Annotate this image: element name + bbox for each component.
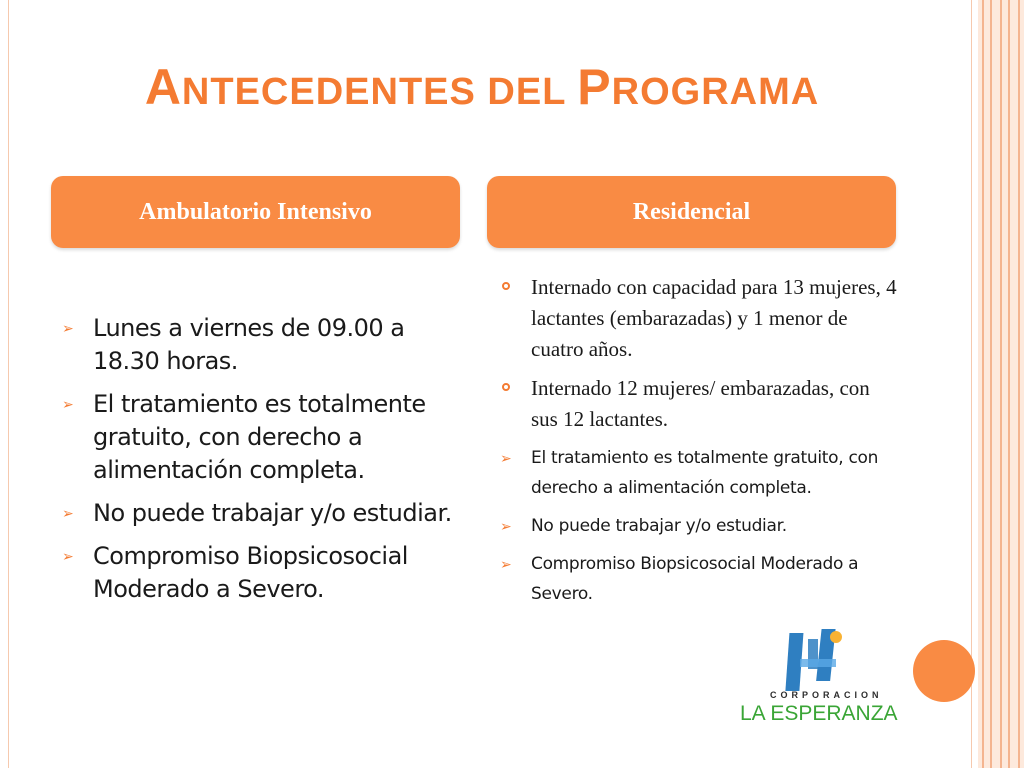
logo-name: LA ESPERANZA (740, 702, 898, 725)
list-item-text: El tratamiento es totalmente gratuito, con derecho a alimentación completa. (531, 448, 879, 498)
list-item-text: Lunes a viernes de 09.00 a 18.30 horas. (93, 314, 405, 375)
arrow-bullet-icon: ➢ (500, 557, 512, 573)
stripe-line (982, 0, 984, 768)
ring-bullet-icon (502, 383, 510, 391)
decorative-circle (913, 640, 975, 702)
ambulatorio-header-label: Ambulatorio Intensivo (139, 198, 372, 225)
arrow-bullet-icon: ➢ (62, 321, 74, 337)
list-item (500, 443, 900, 503)
list-item (62, 540, 462, 606)
slide-title (0, 58, 964, 116)
ring-bullet-icon (502, 282, 510, 290)
list-item (500, 373, 900, 435)
arrow-bullet-icon: ➢ (62, 397, 74, 413)
list-item-text: El tratamiento es totalmente gratuito, con derecho a alimentación completa. (93, 390, 426, 484)
arrow-bullet-icon: ➢ (62, 506, 74, 522)
list-item (500, 549, 900, 609)
list-item-text: No puede trabajar y/o estudiar. (531, 516, 787, 536)
ambulatorio-list (62, 312, 462, 616)
logo-subtitle: CORPORACION (770, 690, 883, 700)
list-item-text: Compromiso Biopsicosocial Moderado a Severo. (531, 554, 859, 604)
arrow-bullet-icon: ➢ (500, 451, 512, 467)
arrow-bullet-icon: ➢ (62, 549, 74, 565)
stripe-line (1008, 0, 1010, 768)
list-item (500, 511, 900, 541)
stripe-line (1000, 0, 1002, 768)
stripe-line (990, 0, 992, 768)
residencial-header-label: Residencial (632, 198, 751, 225)
list-item-text: Internado con capacidad para 13 mujeres, 4 lactantes (embarazadas) y 1 menor de cuatro años. (531, 275, 897, 361)
list-item-text: No puede trabajar y/o estudiar. (93, 499, 452, 527)
list-item (500, 272, 900, 365)
stripe-line (1018, 0, 1020, 768)
residencial-list (500, 272, 900, 617)
list-item (62, 497, 462, 530)
title-part-1: NTECEDENTES DEL (181, 71, 578, 113)
arrow-bullet-icon: ➢ (500, 519, 512, 535)
decorative-stripes (978, 0, 1024, 768)
title-initial-2: P (577, 59, 612, 115)
list-item (62, 312, 462, 378)
residencial-header (487, 176, 896, 248)
title-part-2: ROGRAMA (611, 71, 820, 113)
list-item-text: Compromiso Biopsicosocial Moderado a Severo. (93, 542, 408, 603)
list-item (62, 388, 462, 487)
title-initial-1: A (144, 59, 182, 115)
list-item-text: Internado 12 mujeres/ embarazadas, con sus 12 lactantes. (531, 376, 870, 431)
ambulatorio-header (51, 176, 460, 248)
